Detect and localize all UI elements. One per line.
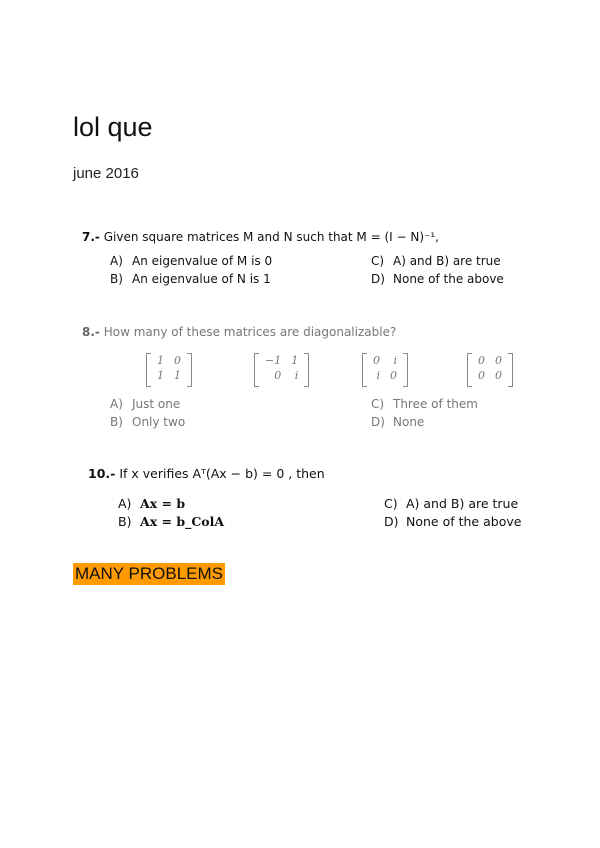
matrix-cell: 1 [157, 354, 164, 367]
matrix-cell: 0 [478, 354, 485, 367]
question-8-option-a [110, 397, 180, 411]
question-10 [88, 466, 538, 529]
question-10-stem: If x verifies Aᵀ(Ax − b) = 0 , then [119, 466, 325, 481]
option-text: Ax = b [140, 496, 186, 511]
question-8-stem: How many of these matrices are diagonalizable? [103, 325, 397, 339]
question-10-option-b [118, 514, 224, 529]
matrix-cell: 1 [174, 369, 181, 382]
question-8-option-c [371, 397, 478, 411]
question-7-option-a [110, 254, 272, 268]
option-label: A) [110, 254, 123, 268]
option-label: A) [118, 496, 132, 511]
option-label: D) [371, 272, 385, 286]
option-text: None of the above [393, 272, 504, 286]
matrix-cell: 0 [495, 354, 502, 367]
question-7-stem-line [82, 230, 439, 244]
option-text: A) and B) are true [393, 254, 501, 268]
matrix-2 [254, 353, 309, 387]
option-label: C) [371, 397, 385, 411]
matrix-3 [362, 353, 408, 387]
question-7-option-b [110, 272, 271, 286]
highlighted-note: MANY PROBLEMS [75, 564, 224, 583]
matrix-cell: 1 [291, 354, 299, 367]
question-7-stem: Given square matrices M and N such that M = (I − N)⁻¹, [103, 230, 439, 244]
option-label: B) [110, 415, 123, 429]
question-10-option-d [384, 514, 521, 529]
question-7-number: 7.- [82, 230, 100, 244]
question-7 [82, 230, 532, 290]
matrix-cell: 0 [390, 369, 397, 382]
matrix-cell: 0 [274, 369, 282, 382]
question-7-option-c [371, 254, 501, 268]
question-10-option-c [384, 496, 518, 511]
option-text: Ax = b_ColA [140, 514, 225, 529]
option-text: Three of them [393, 397, 478, 411]
option-text: An eigenvalue of M is 0 [132, 254, 273, 268]
matrix-cell: 0 [174, 354, 181, 367]
option-label: D) [384, 514, 399, 529]
question-8 [82, 325, 532, 435]
option-text: None [393, 415, 425, 429]
option-label: D) [371, 415, 385, 429]
matrix-cell: i [294, 369, 299, 382]
matrix-cell: 1 [157, 369, 164, 382]
question-10-number: 10.- [88, 466, 116, 481]
question-10-option-a [118, 496, 185, 511]
matrix-cell: −1 [265, 354, 282, 367]
question-8-option-d [371, 415, 424, 429]
matrix-cell: 0 [495, 369, 502, 382]
option-label: B) [110, 272, 123, 286]
matrix-cell: 0 [478, 369, 485, 382]
matrix-cell: i [393, 354, 397, 367]
option-text: An eigenvalue of N is 1 [132, 272, 271, 286]
document-date: june 2016 [73, 165, 139, 182]
option-text: A) and B) are true [406, 496, 519, 511]
question-8-stem-line [82, 325, 396, 339]
matrix-cell: 0 [373, 354, 380, 367]
question-8-option-b [110, 415, 185, 429]
matrix-1 [146, 353, 192, 387]
question-8-number: 8.- [82, 325, 100, 339]
option-text: Only two [132, 415, 186, 429]
matrix-4 [467, 353, 513, 387]
option-text: None of the above [406, 514, 522, 529]
option-text: Just one [132, 397, 181, 411]
matrix-cell: i [376, 369, 380, 382]
option-label: C) [371, 254, 385, 268]
question-10-stem-line [88, 466, 325, 481]
option-label: C) [384, 496, 398, 511]
option-label: A) [110, 397, 123, 411]
option-label: B) [118, 514, 132, 529]
question-7-option-d [371, 272, 504, 286]
document-title: lol que [73, 112, 153, 142]
